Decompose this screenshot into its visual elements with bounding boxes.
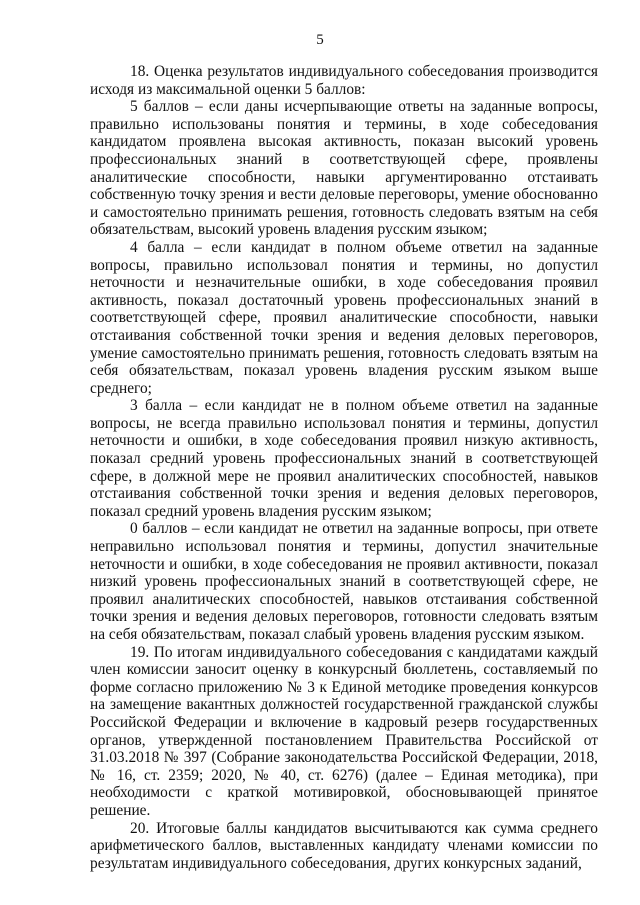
paragraph-5-points: 5 баллов – если даны исчерпывающие ответы на заданные вопросы, правильно использованы понятия и термины, в ходе собеседования кандидатом проявлена высокая активность, показан высокий уровень профессиональных знаний в соответствующей сфере, проявлены аналитические способности, навыки аргументированно отстаивать собственную точку зрения и вести деловые переговоры, умение обоснованно и самостоятельно принимать решения, готовность следовать взятым на себя обязательствам, высокий уровень владения русским языком; bbox=[90, 98, 598, 239]
document-body bbox=[90, 63, 598, 872]
paragraph-4-points: 4 балла – если кандидат в полном объеме ответил на заданные вопросы, правильно использовал понятия и термины, но допустил неточности и незначительные ошибки, в ходе собеседования проявил активность, показал достаточный уровень профессиональных знаний в соответствующей сфере, проявил аналитические способности, навыки отстаивания собственной точки зрения и ведения деловых переговоров, умение самостоятельно принимать решения, готовность следовать взятым на себя обязательствам, показал уровень владения русским языком выше среднего; bbox=[90, 238, 598, 397]
paragraph-19: 19. По итогам индивидуального собеседования с кандидатами каждый член комиссии заносит оценку в конкурсный бюллетень, составляемый по форме согласно приложению № 3 к Единой методике проведения конкурсов на замещение вакантных должностей государственной гражданской службы Российской Федерации и включение в кадровый резерв государственных органов, утвержденной постановлением Правительства Российской от 31.03.2018 № 397 (Собрание законодательства Российской Федерации, 2018, № 16, ст. 2359; 2020, № 40, ст. 6276) (далее – Единая методика), при необходимости с краткой мотивировкой, обосновывающей принятое решение. bbox=[90, 643, 598, 819]
page-number: 5 bbox=[316, 32, 324, 48]
paragraph-3-points: 3 балла – если кандидат не в полном объеме ответил на заданные вопросы, не всегда правильно использовал понятия и термины, допустил неточности и ошибки, в ходе собеседования проявил низкую активность, показал средний уровень профессиональных знаний в соответствующей сфере, в должной мере не проявил аналитических способностей, навыков отстаивания собственной точки зрения и ведения деловых переговоров, показал средний уровень владения русским языком; bbox=[90, 397, 598, 520]
paragraph-18: 18. Оценка результатов индивидуального собеседования производится исходя из максимальной оценки 5 баллов: bbox=[90, 63, 598, 98]
paragraph-20: 20. Итоговые баллы кандидатов высчитываются как сумма среднего арифметического баллов, выставленных кандидату членами комиссии по результатам индивидуального собеседования, других конкурсных заданий, bbox=[90, 819, 598, 872]
paragraph-0-points: 0 баллов – если кандидат не ответил на заданные вопросы, при ответе неправильно использовал понятия и термины, допустил значительные неточности и ошибки, в ходе собеседования не проявил активности, показал низкий уровень профессиональных знаний в соответствующей сфере, не проявил аналитических способностей, навыков отстаивания собственной точки зрения и ведения деловых переговоров, готовности следовать взятым на себя обязательствам, показал слабый уровень владения русским языком. bbox=[90, 520, 598, 643]
